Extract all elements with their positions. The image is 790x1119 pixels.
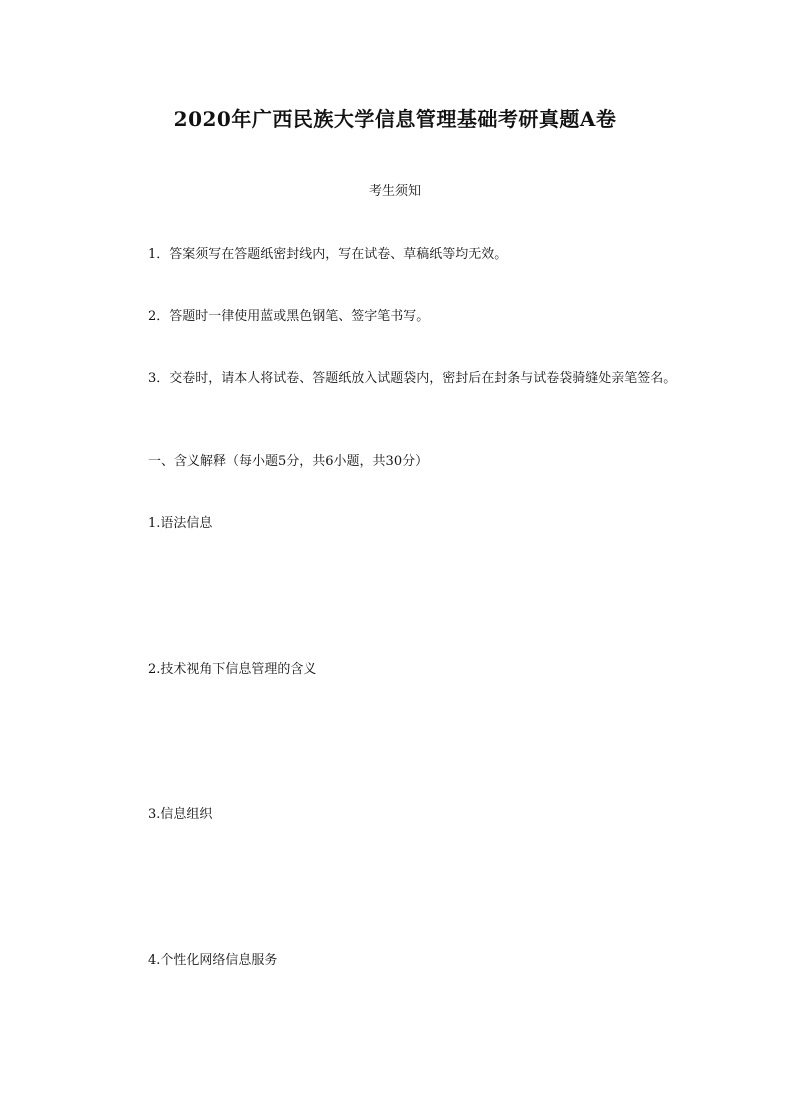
page-title: 2020年广西民族大学信息管理基础考研真题A卷: [173, 107, 617, 131]
question-2: 2.技术视角下信息管理的含义: [148, 662, 317, 677]
question-1: 1.语法信息: [148, 516, 213, 531]
notice-heading: 考生须知: [368, 184, 421, 199]
question-3: 3.信息组织: [148, 807, 213, 822]
section-heading: 一、含义解释（每小题5分，共6小题，共30分）: [148, 454, 429, 469]
notice-item-2: 2．答题时一律使用蓝或黑色钢笔、签字笔书写。: [148, 309, 430, 324]
notice-item-3: 3．交卷时，请本人将试卷、答题纸放入试题袋内，密封后在封条与试卷袋骑缝处亲笔签名。: [148, 371, 677, 386]
question-4: 4.个性化网络信息服务: [148, 953, 278, 968]
notice-item-1: 1．答案须写在答题纸密封线内，写在试卷、草稿纸等均无效。: [148, 247, 508, 262]
